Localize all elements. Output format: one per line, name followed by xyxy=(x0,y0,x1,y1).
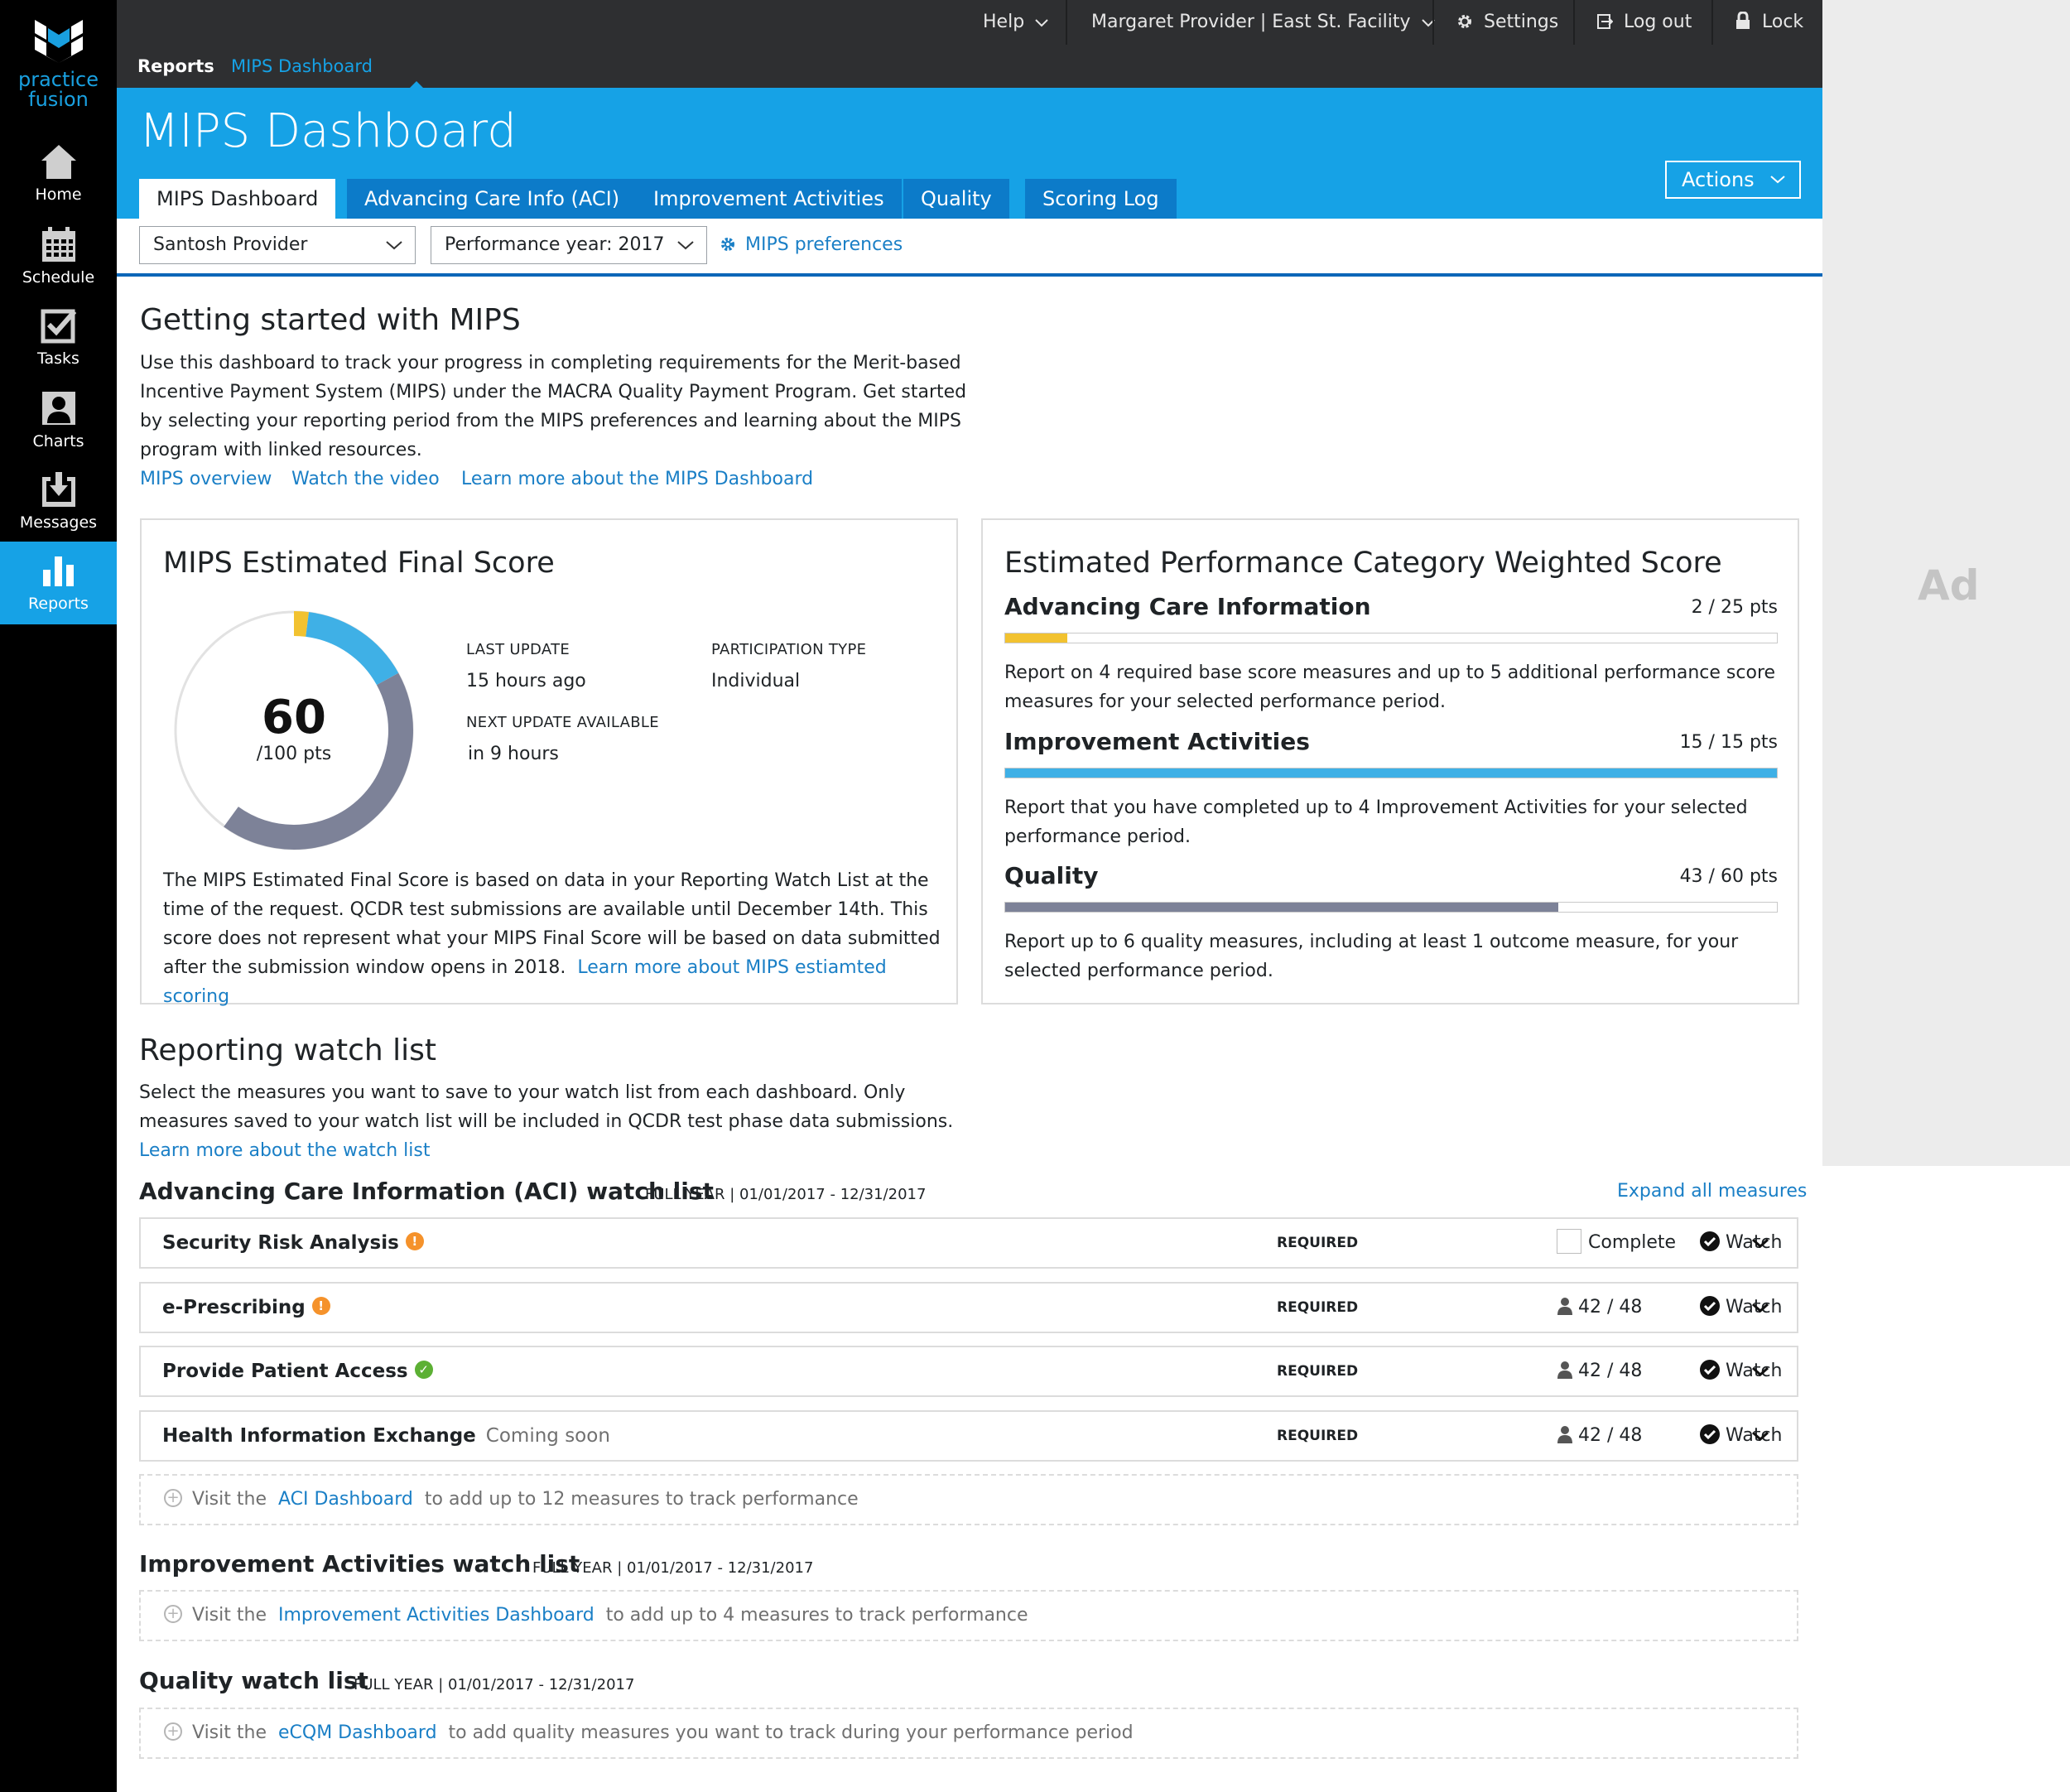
patient-count-value: 42 / 48 xyxy=(1578,1425,1643,1446)
add-aci-measures-row xyxy=(139,1474,1798,1525)
chevron-down-icon[interactable] xyxy=(1750,1412,1770,1460)
category-title-aci: Advancing Care Information xyxy=(1004,593,1371,620)
inbox-icon xyxy=(40,470,78,508)
divider xyxy=(1573,0,1575,45)
category-desc-line: Report on 4 required base score measures and up to 5 additional performance score xyxy=(1004,662,1776,683)
category-desc-line: measures for your selected performance period. xyxy=(1004,691,1446,712)
chevron-down-icon xyxy=(385,227,403,263)
tab-improvement-activities[interactable]: Improvement Activities xyxy=(636,179,902,219)
calendar-icon xyxy=(40,225,78,263)
progress-bar-aci xyxy=(1004,633,1778,643)
category-points-aci: 2 / 25 pts xyxy=(1691,597,1778,618)
chevron-down-icon[interactable] xyxy=(1750,1347,1770,1395)
expand-all-measures-link[interactable]: Expand all measures xyxy=(1617,1181,1808,1202)
chevron-down-icon xyxy=(1035,19,1048,27)
tab-quality[interactable]: Quality xyxy=(903,179,1009,219)
sidebar-item-label: Messages xyxy=(19,513,98,532)
complete-checkbox[interactable] xyxy=(1557,1229,1581,1254)
tab-advancing-care-info[interactable]: Advancing Care Info (ACI) xyxy=(347,179,637,219)
getting-started-title: Getting started with MIPS xyxy=(140,303,521,337)
check-circle-icon: ✓ xyxy=(415,1361,433,1379)
visit-suffix: to add quality measures you want to track during your performance period xyxy=(448,1722,1134,1743)
checkbox-icon xyxy=(40,306,78,344)
check-circle-icon xyxy=(1699,1359,1721,1380)
measure-row-e-prescribing[interactable] xyxy=(139,1282,1798,1333)
participation-type-label: PARTICIPATION TYPE xyxy=(711,641,867,658)
ad-label: Ad xyxy=(1918,561,1980,609)
divider xyxy=(1711,0,1713,45)
user-facility-menu[interactable] xyxy=(1091,0,1435,45)
progress-fill-aci xyxy=(1005,633,1067,643)
getting-started-text xyxy=(140,349,1001,465)
page-title: MIPS Dashboard xyxy=(139,104,517,158)
provider-select-value: Santosh Provider xyxy=(153,234,308,255)
subnav-mips-dashboard[interactable]: MIPS Dashboard xyxy=(231,56,373,76)
final-score-title: MIPS Estimated Final Score xyxy=(163,547,555,580)
final-score-note xyxy=(163,866,950,1011)
sidebar-item-label: Schedule xyxy=(22,268,95,287)
category-points-ia: 15 / 15 pts xyxy=(1679,732,1778,753)
getting-started-line: Incentive Payment System (MIPS) under the MACRA Quality Payment Program. Get started xyxy=(140,382,967,402)
person-chart-icon xyxy=(40,389,78,427)
user-facility-label: Margaret Provider | East St. Facility xyxy=(1091,12,1411,32)
watch-list-intro xyxy=(139,1078,1050,1136)
measure-row-health-information-exchange[interactable] xyxy=(139,1410,1798,1462)
sidebar-item-charts[interactable] xyxy=(0,379,117,462)
aci-watch-list-title: Advancing Care Information (ACI) watch list xyxy=(139,1178,714,1205)
sidebar-item-label: Charts xyxy=(32,432,84,450)
person-icon xyxy=(1557,1425,1573,1443)
add-ia-measures-row xyxy=(139,1590,1798,1641)
quality-watch-list-range: FULL YEAR | 01/01/2017 - 12/31/2017 xyxy=(354,1676,635,1693)
ecqm-dashboard-link[interactable]: eCQM Dashboard xyxy=(277,1722,437,1743)
measure-name-label: Security Risk Analysis xyxy=(162,1232,399,1254)
sidebar-item-home[interactable] xyxy=(0,132,117,215)
bar-chart-icon xyxy=(40,552,78,590)
visit-prefix: Visit the xyxy=(192,1489,267,1510)
final-score-note-line: score does not represent what your MIPS Final Score will be based on data submitted xyxy=(163,928,941,949)
final-score-suffix: /100 pts xyxy=(256,744,332,764)
measure-name-label: Health Information Exchange xyxy=(162,1425,476,1447)
provider-select[interactable] xyxy=(139,226,416,264)
category-title-quality: Quality xyxy=(1004,862,1099,889)
watch-video-link[interactable]: Watch the video xyxy=(291,469,440,489)
practice-fusion-logo-mark xyxy=(30,18,88,65)
performance-year-value: Performance year: 2017 xyxy=(445,234,665,255)
final-score-card xyxy=(140,518,958,1007)
plus-circle-icon: + xyxy=(164,1605,182,1623)
chevron-down-icon xyxy=(676,227,695,263)
logo-text-line2: fusion xyxy=(28,88,89,111)
getting-started-line: Use this dashboard to track your progress in completing requirements for the Merit-based xyxy=(140,353,961,373)
improvement-activities-dashboard-link[interactable]: Improvement Activities Dashboard xyxy=(277,1605,595,1626)
progress-fill-ia xyxy=(1005,768,1777,778)
ad-panel xyxy=(1822,0,2070,1166)
visit-suffix: to add up to 12 measures to track performance xyxy=(424,1489,859,1510)
final-score-note-line: time of the request. QCDR test submissions are available until December 14th. This xyxy=(163,899,928,920)
next-update-label: NEXT UPDATE AVAILABLE xyxy=(466,714,659,731)
participation-type-value: Individual xyxy=(711,671,801,691)
measure-name xyxy=(162,1219,424,1267)
watch-label: Watch xyxy=(1726,1361,1783,1381)
sidebar-item-schedule[interactable] xyxy=(0,215,117,298)
chevron-down-icon[interactable] xyxy=(1750,1219,1770,1267)
patient-count xyxy=(1557,1284,1642,1332)
warning-icon: ! xyxy=(406,1232,424,1250)
divider xyxy=(1066,0,1067,45)
check-circle-icon xyxy=(1699,1231,1721,1252)
aci-watch-list-range: FULL YEAR | 01/01/2017 - 12/31/2017 xyxy=(645,1186,927,1203)
tab-mips-dashboard[interactable]: MIPS Dashboard xyxy=(139,179,335,219)
getting-started-line: program with linked resources. xyxy=(140,440,422,460)
warning-icon: ! xyxy=(312,1297,330,1315)
patient-count xyxy=(1557,1347,1642,1395)
help-menu[interactable] xyxy=(983,0,1048,45)
progress-fill-quality xyxy=(1005,903,1558,912)
measure-name xyxy=(162,1347,433,1395)
person-icon xyxy=(1557,1361,1573,1379)
person-icon xyxy=(1557,1297,1573,1315)
sidebar xyxy=(0,0,117,1792)
category-desc-aci xyxy=(1004,658,1783,716)
watch-list-intro-line: measures saved to your watch list will be included in QCDR test phase data submissions. xyxy=(139,1111,954,1132)
measure-name xyxy=(162,1412,610,1460)
actions-label: Actions xyxy=(1682,168,1755,191)
logout-label: Log out xyxy=(1624,12,1692,32)
getting-started-line: by selecting your reporting period from the MIPS preferences and learning about the MIPS xyxy=(140,411,961,431)
sidebar-item-tasks[interactable] xyxy=(0,296,117,379)
visit-suffix: to add up to 4 measures to track performance xyxy=(605,1605,1028,1626)
complete-checkbox-group[interactable] xyxy=(1557,1219,1676,1267)
gear-icon xyxy=(1456,13,1473,30)
mips-preferences-label: MIPS preferences xyxy=(745,234,903,255)
watch-list-title: Reporting watch list xyxy=(139,1033,436,1067)
measure-name xyxy=(162,1284,330,1332)
sub-navigation xyxy=(117,45,1822,88)
performance-year-select[interactable] xyxy=(431,226,707,264)
lock-icon xyxy=(1735,12,1751,30)
tab-scoring-log[interactable]: Scoring Log xyxy=(1025,179,1177,219)
progress-bar-ia xyxy=(1004,768,1778,778)
category-desc-line: Report that you have completed up to 4 Improvement Activities for your selected xyxy=(1004,797,1748,818)
settings-label: Settings xyxy=(1484,12,1559,32)
category-desc-quality xyxy=(1004,927,1783,985)
page-header xyxy=(117,88,1822,219)
coming-soon-label: Coming soon xyxy=(485,1425,610,1447)
quality-watch-list-title: Quality watch list xyxy=(139,1667,368,1694)
sidebar-item-label: Tasks xyxy=(37,349,79,368)
measure-row-security-risk-analysis[interactable] xyxy=(139,1217,1798,1269)
chevron-down-icon[interactable] xyxy=(1750,1284,1770,1332)
filter-bar xyxy=(117,219,1822,277)
measure-row-provide-patient-access[interactable] xyxy=(139,1346,1798,1397)
sidebar-item-label: Reports xyxy=(28,595,89,613)
patient-count-value: 42 / 48 xyxy=(1578,1297,1643,1318)
settings-button[interactable] xyxy=(1456,0,1558,45)
patient-count xyxy=(1557,1412,1642,1460)
logout-icon xyxy=(1596,13,1613,30)
chevron-down-icon xyxy=(1770,176,1785,184)
category-points-quality: 43 / 60 pts xyxy=(1679,866,1778,887)
category-desc-line: performance period. xyxy=(1004,826,1191,847)
actions-button[interactable] xyxy=(1665,161,1801,199)
lock-button[interactable] xyxy=(1735,0,1803,45)
sidebar-item-reports[interactable] xyxy=(0,542,117,624)
watch-label: Watch xyxy=(1726,1297,1783,1318)
mips-overview-link[interactable]: MIPS overview xyxy=(140,469,272,489)
category-desc-line: selected performance period. xyxy=(1004,961,1273,981)
plus-circle-icon: + xyxy=(164,1722,182,1741)
measure-name-label: e-Prescribing xyxy=(162,1297,306,1318)
ia-watch-list-range: FULL YEAR | 01/01/2017 - 12/31/2017 xyxy=(532,1559,814,1577)
logo-text-line1: practice xyxy=(17,68,99,91)
subnav-reports[interactable]: Reports xyxy=(137,56,214,76)
last-update-label: LAST UPDATE xyxy=(466,641,570,658)
category-title-ia: Improvement Activities xyxy=(1004,728,1310,755)
final-score-note-line: after the submission window opens in 2018. xyxy=(163,957,566,978)
check-circle-icon xyxy=(1699,1295,1721,1317)
add-quality-measures-row xyxy=(139,1708,1798,1759)
last-update-value: 15 hours ago xyxy=(466,671,586,691)
next-update-value: in 9 hours xyxy=(468,744,559,764)
logout-button[interactable] xyxy=(1596,0,1692,45)
lock-label: Lock xyxy=(1762,12,1804,32)
learn-more-watch-list-link[interactable]: Learn more about the watch list xyxy=(139,1140,431,1161)
category-desc-ia xyxy=(1004,793,1783,851)
plus-circle-icon: + xyxy=(164,1489,182,1507)
required-label: REQUIRED xyxy=(1277,1299,1359,1316)
weighted-score-title: Estimated Performance Category Weighted Score xyxy=(1004,547,1722,580)
mips-preferences-link[interactable] xyxy=(720,226,903,264)
watch-list-intro-line: Select the measures you want to save to your watch list from each dashboard. Only xyxy=(139,1082,906,1103)
top-bar xyxy=(117,0,1822,45)
final-score-note-line: The MIPS Estimated Final Score is based on data in your Reporting Watch List at the xyxy=(163,870,929,891)
progress-bar-quality xyxy=(1004,902,1778,913)
required-label: REQUIRED xyxy=(1277,1235,1359,1251)
help-label: Help xyxy=(983,12,1025,32)
aci-dashboard-link[interactable]: ACI Dashboard xyxy=(277,1489,413,1510)
category-desc-line: Report up to 6 quality measures, including at least 1 outcome measure, for your xyxy=(1004,932,1739,952)
sidebar-item-messages[interactable] xyxy=(0,460,117,543)
watch-label: Watch xyxy=(1726,1425,1783,1446)
divider xyxy=(1432,0,1434,45)
practice-fusion-logo[interactable] xyxy=(0,18,117,109)
active-indicator xyxy=(410,81,423,88)
weighted-score-card xyxy=(981,518,1799,1004)
sidebar-item-label: Home xyxy=(35,185,82,204)
home-icon xyxy=(40,142,78,181)
patient-count-value: 42 / 48 xyxy=(1578,1361,1643,1381)
check-circle-icon xyxy=(1699,1423,1721,1445)
ia-watch-list-title: Improvement Activities watch list xyxy=(139,1550,580,1578)
gear-icon xyxy=(720,236,736,253)
watch-label: Watch xyxy=(1726,1232,1783,1253)
learn-more-scoring-link[interactable]: Learn more about MIPS estiamted scoring xyxy=(163,957,887,1007)
visit-prefix: Visit the xyxy=(192,1722,267,1743)
required-label: REQUIRED xyxy=(1277,1363,1359,1380)
visit-prefix: Visit the xyxy=(192,1605,267,1626)
required-label: REQUIRED xyxy=(1277,1428,1359,1444)
final-score-value: 60 xyxy=(262,691,326,744)
complete-label: Complete xyxy=(1588,1232,1677,1253)
learn-more-dashboard-link[interactable]: Learn more about the MIPS Dashboard xyxy=(461,469,814,489)
measure-name-label: Provide Patient Access xyxy=(162,1361,408,1382)
